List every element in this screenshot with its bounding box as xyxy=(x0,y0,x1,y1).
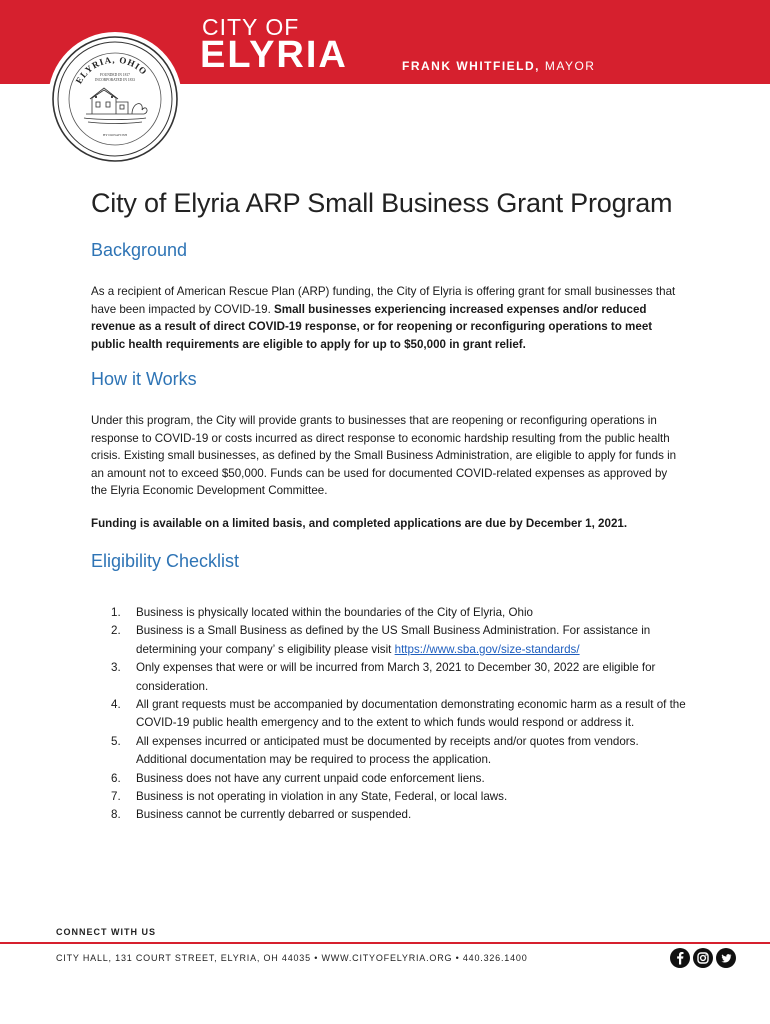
checklist-item xyxy=(91,696,691,733)
checklist-text: Business does not have any current unpaid code enforcement liens. xyxy=(136,771,485,785)
checklist-item xyxy=(91,733,691,770)
instagram-icon[interactable] xyxy=(693,948,713,968)
header-mayor xyxy=(402,59,595,73)
checklist-number: 4. xyxy=(111,698,121,712)
checklist-text: Business is a Small Business as defined by the US Small Business Administration. For assistance in determining your company’ s eligibility please visit xyxy=(136,624,651,656)
page-title: City of Elyria ARP Small Business Grant Program xyxy=(91,188,673,218)
social-links xyxy=(670,948,736,968)
checklist-text: All expenses incurred or anticipated must be documented by receipts and/or quotes from vendors. Additional documentation may be required to process the application. xyxy=(136,734,639,767)
mayor-name: FRANK WHITFIELD, xyxy=(402,59,540,73)
header-city-of: CITY OF xyxy=(202,14,300,40)
how-it-works-paragraph: Under this program, the City will provide grants to businesses that are reopening or reconfiguring operations in response to COVID-19 or costs incurred as direct response to economic hardship resulting from the public health crisis. Existing small businesses, as defined by the Small Business Administration, are eligible to apply for funds in an amount not to exceed $50,000. Funds can be used for documented COVID-related expenses as approved by the Elyria Economic Development Committee. xyxy=(91,414,677,498)
header-city-name: ELYRIA xyxy=(200,34,348,76)
checklist-item xyxy=(91,659,691,696)
checklist-item xyxy=(91,604,691,622)
eligibility-checklist xyxy=(91,604,691,825)
checklist-number: 1. xyxy=(111,606,121,619)
sba-size-standards-link[interactable]: https://www.sba.gov/size-standards/ xyxy=(394,642,580,656)
funding-note-text: Funding is available on a limited basis, and completed applications are due by December 1, 2021. xyxy=(91,517,628,530)
connect-with-us: CONNECT WITH US xyxy=(56,927,156,937)
checklist-number: 3. xyxy=(111,661,121,675)
funding-note xyxy=(91,515,683,533)
checklist-item xyxy=(91,770,691,788)
twitter-icon[interactable] xyxy=(716,948,736,968)
checklist-text: Business is not operating in violation in any State, Federal, or local laws. xyxy=(136,790,508,804)
checklist-number: 6. xyxy=(111,771,121,785)
checklist-number: 5. xyxy=(111,734,121,748)
facebook-icon[interactable] xyxy=(670,948,690,968)
city-seal xyxy=(48,32,182,166)
seal-incorporated: INCORPORATED IN 1833 xyxy=(94,78,136,82)
checklist-number: 2. xyxy=(111,624,121,638)
checklist-number: 8. xyxy=(111,808,121,822)
checklist-item xyxy=(91,622,691,659)
background-paragraph xyxy=(91,283,683,353)
seal-founded: FOUNDED IN 1817 xyxy=(100,73,130,77)
footer-divider xyxy=(0,942,770,944)
checklist-item xyxy=(91,806,691,824)
eligibility-heading: Eligibility Checklist xyxy=(91,551,240,571)
seal-designer: BY DONAH ISH xyxy=(103,133,127,137)
background-text: As a recipient of American Rescue Plan (ARP) funding, the City of Elyria is offering grant for small businesses that have been impacted by COVID-19. xyxy=(91,285,676,316)
checklist-number: 7. xyxy=(111,790,121,804)
checklist-text: Business is physically located within the boundaries of the City of Elyria, Ohio xyxy=(136,606,533,619)
background-heading: Background xyxy=(91,240,188,260)
checklist-text: All grant requests must be accompanied by documentation demonstrating economic harm as a result of the COVID-19 public health emergency and to the extent to which funds would respond or address it. xyxy=(136,698,686,730)
footer-address: CITY HALL, 131 COURT STREET, ELYRIA, OH 44035 • WWW.CITYOFELYRIA.ORG • 440.326.1400 xyxy=(56,953,528,963)
background-bold-text: Small businesses experiencing increased expenses and/or reduced revenue as a result of direct COVID-19 response, or for reopening or reconfiguring operations to meet public health requirements are eligible to apply for up to $50,000 in grant relief. xyxy=(91,302,653,351)
checklist-text: Only expenses that were or will be incurred from March 3, 2021 to December 30, 2022 are eligible for consideration. xyxy=(136,661,656,693)
checklist-item xyxy=(91,788,691,806)
checklist-text: Business cannot be currently debarred or suspended. xyxy=(136,808,412,822)
mayor-title: MAYOR xyxy=(544,59,596,73)
city-seal-graphic xyxy=(48,32,182,166)
how-it-works-heading: How it Works xyxy=(91,369,197,389)
seal-top-text: ELYRIA, OHIO xyxy=(73,54,150,86)
